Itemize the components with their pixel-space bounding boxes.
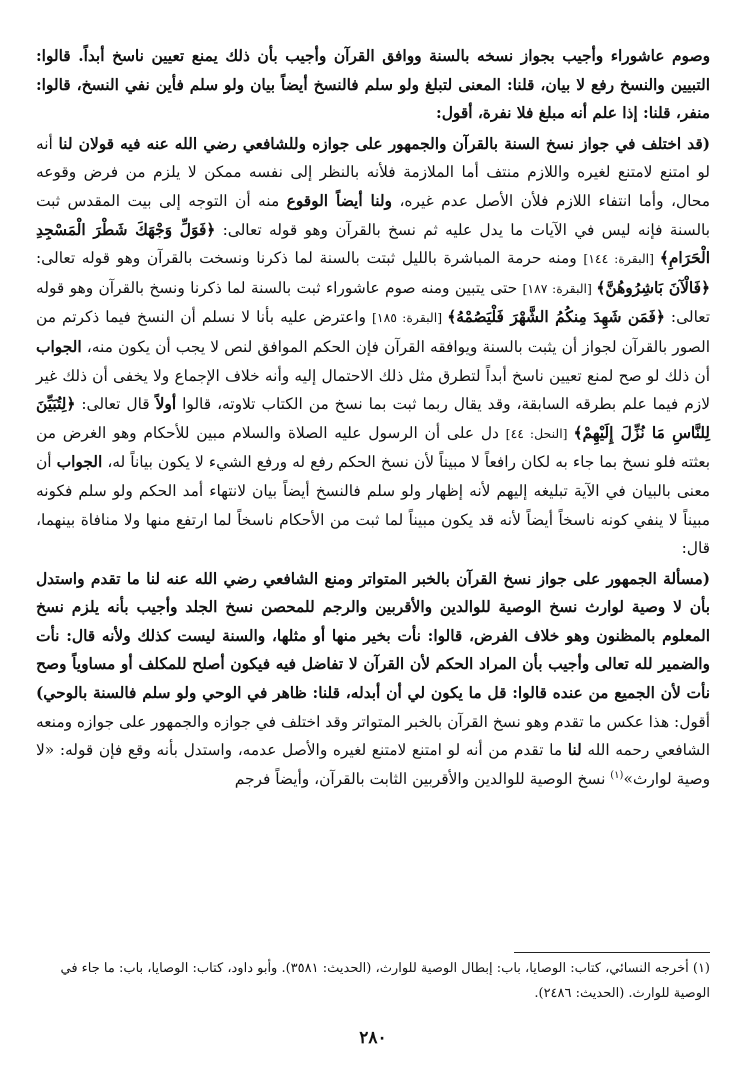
paragraph-2-text: حتى يتبين ومنه صوم عاشوراء ثبت بالسنة لما ذكرنا ونسخ بالقرآن وهو قوله تعالى:: [36, 278, 711, 327]
page-number-text: ٢٨٠: [359, 1028, 387, 1048]
quran-verse: ﴿فَوَلِّ وَجْهَكَ شَطْرَ الْمَسْجِدِ الْحَرَامِ﴾: [36, 220, 711, 268]
paragraph-2-emphasis: ولنا أيضاً الوقوع: [286, 191, 392, 210]
paragraph-3-text: ما تقدم من أنه لو امتنع لامتنع لغيره والأصل عدمه، واستدل بأنه وقع فإن قوله: «لا وصية لوارث»: [36, 741, 710, 788]
footnote-divider: [514, 952, 710, 953]
paragraph-2-text: أنه لو امتنع لامتنع لغيره واللازم منتف أما الملازمة فلأنه بالنظر إلى نفسه ممكن لا يلزم من فرض وقوعه محال، وأما انتفاء اللازم فلأن الأصل عدم غيره،: [36, 134, 710, 210]
page-number: [0, 1028, 746, 1048]
paragraph-2-text: ومنه حرمة المباشرة بالليل ثبتت بالسنة لما ذكرنا ونسخت بالقرآن وهو قوله تعالى:: [36, 249, 584, 268]
paragraph-1-text: وصوم عاشوراء وأجيب بجواز نسخه بالسنة ووافق القرآن وأجيب بأن ذلك يمنع تعيين ناسخ أبداً. قالوا: التبيين والنسخ رفع لا بيان، قلنا: المعنى لتبلغ ولو سلم فالنسخ أيضاً بيان ولو سلم فأين نفي النسخ، قالوا: منفر، قلنا: إذا علم أنه مبلغ فلا نفرة، أقول:: [36, 47, 710, 123]
footnote: [36, 956, 710, 1006]
paragraph-2-opening: (قد اختلف في جواز نسخ السنة بالقرآن والجمهور على جوازه وللشافعي رضي الله عنه فيه قولان لنا: [58, 134, 710, 153]
paragraph-2: [36, 130, 710, 563]
footnote-marker[interactable]: (١): [610, 769, 624, 781]
paragraph-3-text: نسخ الوصية للوالدين والأقربين الثابت بالقرآن، وأيضاً فرجم: [234, 769, 611, 788]
paragraph-2-text: واعترض عليه بأنا لا نسلم أن النسخ فيما ذكرتم من الصور بالقرآن لجواز أن يثبت بالسنة ويوافقه القرآن فإن الحكم الموافق لنص لا يجب أن يكون منه،: [36, 308, 710, 356]
verse-reference: [البقرة: ١٤٤]: [583, 251, 660, 267]
verse-reference: [البقرة: ١٨٧]: [522, 280, 597, 296]
paragraph-2-text: أن ذلك لو صح لمنع تعيين ناسخ أبداً لتطرق مثل ذلك الاحتمال إليه وأنه خلاف الإجماع ولا يخفى أن ذلك غير لازم فيما علم بطرقه السابقة، وقد يقال ربما ثبت بما نسخ من الكتاب تلاوته، قالوا: [36, 366, 710, 414]
first-label: أولاً: [155, 395, 177, 414]
footnote-text: (١) أخرجه النسائي، كتاب: الوصايا، باب: إبطال الوصية للوارث، (الحديث: ٣٥٨١). وأبو داود، كتاب: الوصايا، باب: ما جاء في الوصية للوارث. (الحديث: ٢٤٨٦).: [60, 961, 710, 1001]
verse-reference: [البقرة: ١٨٥]: [371, 310, 448, 326]
paragraph-2-text: قال تعالى:: [75, 395, 156, 414]
paragraph-2-text: دل على أن الرسول عليه الصلاة والسلام مبين للأحكام وهو الغرض من بعثته فلو نسخ بما جاء به لكان رافعاً لا مبيناً لأن نسخ الحكم رفع له ورفع الشيء لا يكون بياناً له،: [36, 423, 710, 472]
quran-verse: ﴿لِتُبَيِّنَ لِلنَّاسِ مَا نُزِّلَ إِلَيْهِمْ﴾: [36, 395, 710, 442]
quran-verse: ﴿فَمَن شَهِدَ مِنكُمُ الشَّهْرَ فَلْيَصُمْهُ﴾: [447, 308, 665, 327]
body-text: [36, 42, 710, 793]
quran-verse: ﴿فَالْآنَ بَاشِرُوهُنَّ﴾: [596, 278, 710, 297]
paragraph-2-text: منه أن التوجه إلى بيت المقدس ثبت بالسنة فإنه ليس في الآيات ما يدل عليه ثم نسخ بالقرآن وهو قوله تعالى:: [36, 191, 710, 239]
paragraph-3-matn: (مسألة الجمهور على جواز نسخ القرآن بالخبر المتواتر ومنع الشافعي رضي الله عنه لنا ما تقدم واستدل بأن لا وصية لوارث نسخ الوصية للوالدين والأقربين والرجم للمحصن نسخ الجلد وأجيب بأنه يلزم نسخ المعلوم بالمظنون وهو خلاف الفرض، قالوا: نأت بخير منها أو مثلها، والسنة ليست كذلك ولأنه قال: نأت والضمير لله تعالى وأجيب بأن المراد الحكم لأن القرآن لا تفاضل فيه فيكون أصلح للمكلف أو مساوياً وصح نأت لأن الجميع من عنده قالوا: قل ما يكون لي أن أبدله، قلنا: ظاهر في الوحي ولو سلم فالسنة بالوحي): [36, 569, 710, 703]
answer-label: الجواب: [56, 453, 103, 472]
paragraph-3: [36, 565, 710, 794]
paragraph-3-emphasis: لنا: [567, 741, 582, 760]
answer-label: الجواب: [36, 337, 82, 356]
paragraph-3-text: أقول: هذا عكس ما تقدم وهو نسخ القرآن بالخبر المتواتر وقد اختلف في جوازه والجمهور على جوازه ومنعه الشافعي رحمه الله: [36, 712, 710, 760]
paragraph-2-text: أن معنى بالبيان في الآية تبليغه إليهم لأنه إظهار ولو سلم فالنسخ أيضاً بيان لانتهاء أمد الحكم ولو سلم فكونه مبيناً لا ينفي كونه ناسخاً أيضاً لأنه قد يكون مبيناً لما ثبت من الأحكام ناسخاً لما ارتفع منها ولا منافاة بينهما، قال:: [36, 453, 710, 558]
paragraph-1: [36, 42, 710, 128]
verse-reference: [النحل: ٤٤]: [505, 425, 574, 441]
